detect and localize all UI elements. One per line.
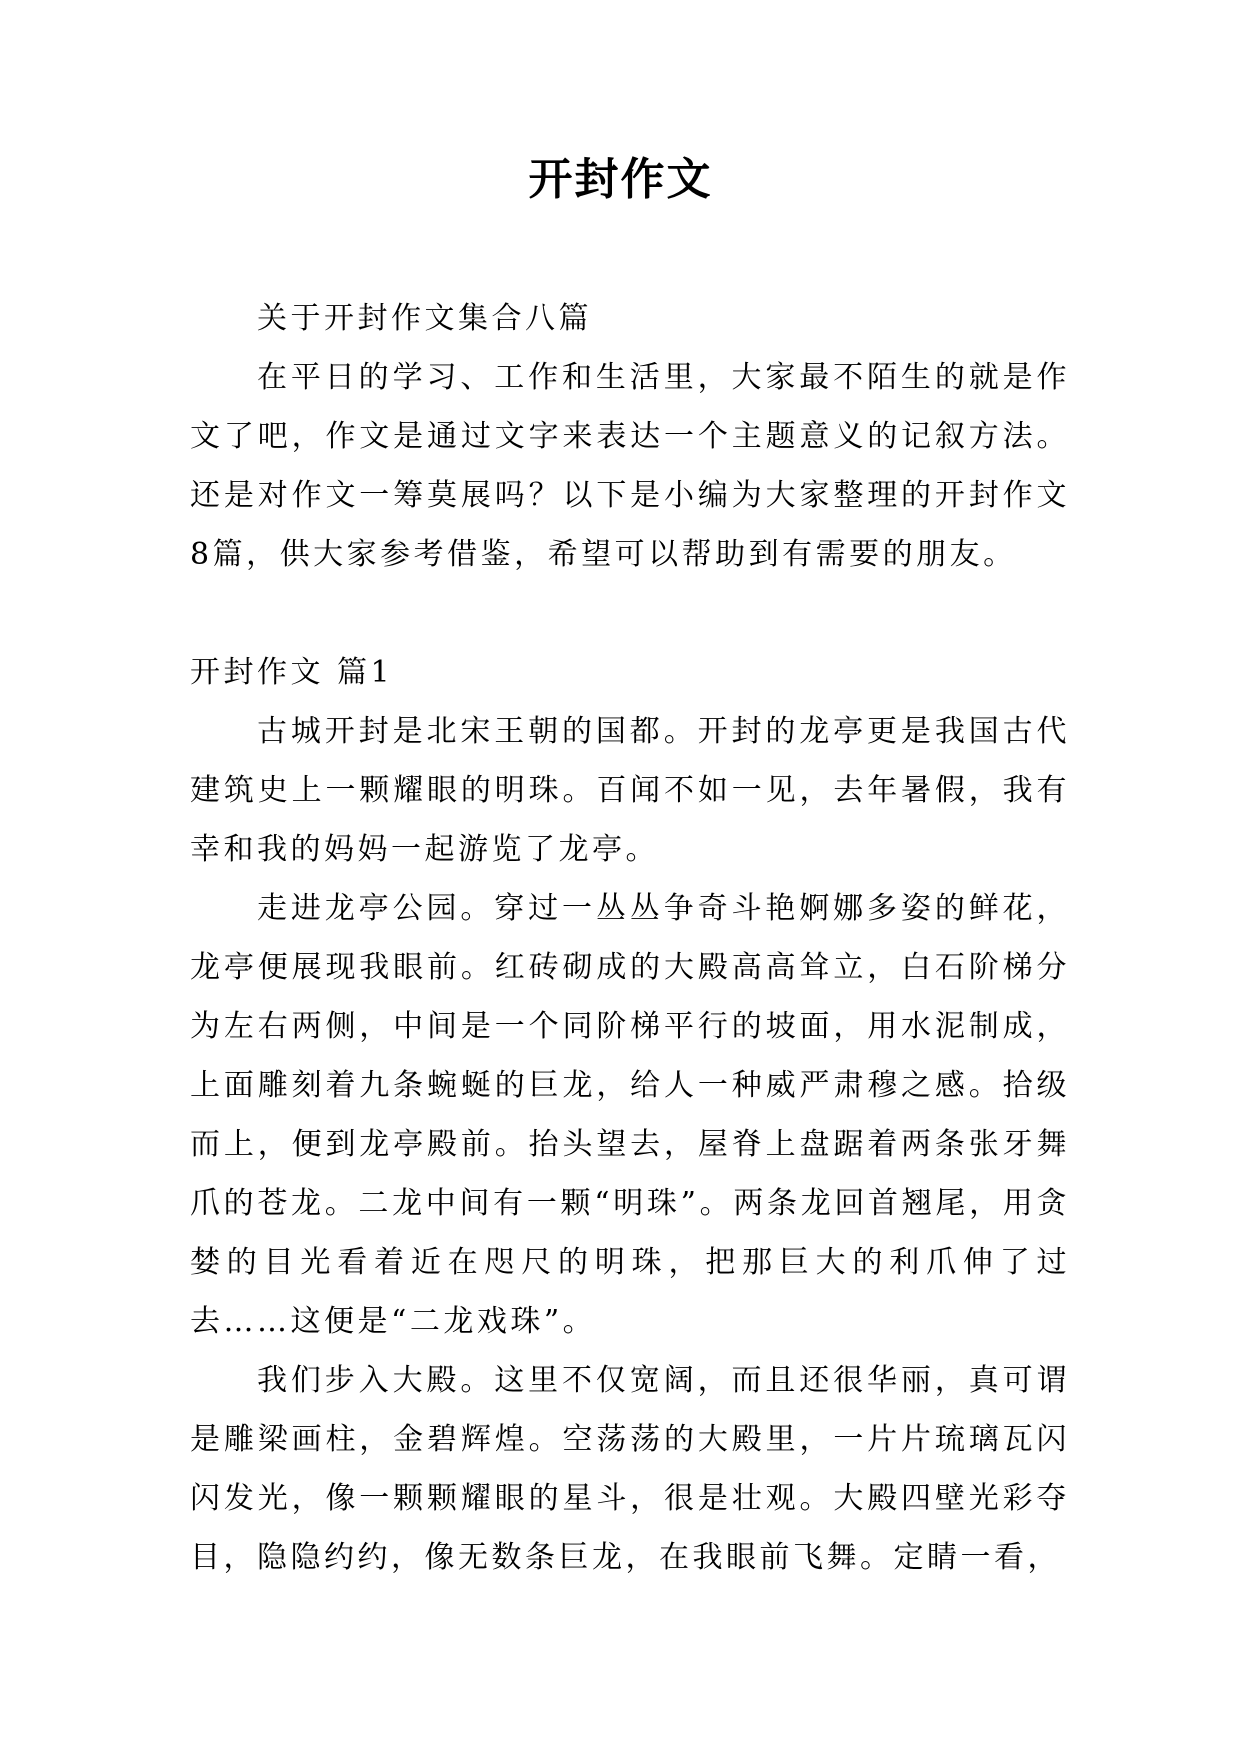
document-body: [190, 289, 1070, 1587]
essay-paragraph-2: 走进龙亭公园。穿过一丛丛争奇斗艳婀娜多姿的鲜花，龙亭便展现我眼前。红砖砌成的大殿高高耸立，白石阶梯分为左右两侧，中间是一个同阶梯平行的坡面，用水泥制成，上面雕刻着九条蜿蜒的巨龙，给人一种威严肃穆之感。拾级而上，便到龙亭殿前。抬头望去，屋脊上盘踞着两条张牙舞爪的苍龙。二龙中间有一颗“明珠”。两条龙回首翘尾，用贪婪的目光看着近在咫尺的明珠，把那巨大的利爪伸了过去……这便是“二龙戏珠”。: [190, 891, 1070, 1339]
document-title: 开封作文: [528, 154, 713, 205]
intro-paragraph: 在平日的学习、工作和生活里，大家最不陌生的就是作文了吧，作文是通过文字来表达一个主题意义的记叙方法。还是对作文一筹莫展吗？以下是小编为大家整理的开封作文8篇，供大家参考借鉴，希望可以帮助到有需要的朋友。: [190, 360, 1070, 572]
essay-paragraph-1: 古城开封是北宋王朝的国都。开封的龙亭更是我国古代建筑史上一颗耀眼的明珠。百闻不如一见，去年暑假，我有幸和我的妈妈一起游览了龙亭。: [190, 714, 1070, 867]
section-heading: 开封作文 篇1: [190, 655, 394, 690]
essay-paragraph-3: 我们步入大殿。这里不仅宽阔，而且还很华丽，真可谓是雕梁画柱，金碧辉煌。空荡荡的大殿里，一片片琉璃瓦闪闪发光，像一颗颗耀眼的星斗，很是壮观。大殿四壁光彩夺目，隐隐约约，像无数条巨龙，在我眼前飞舞。定睛一看，: [190, 1363, 1070, 1575]
section-spacer: [190, 584, 1070, 643]
intro-subtitle: 关于开封作文集合八篇: [257, 301, 592, 336]
